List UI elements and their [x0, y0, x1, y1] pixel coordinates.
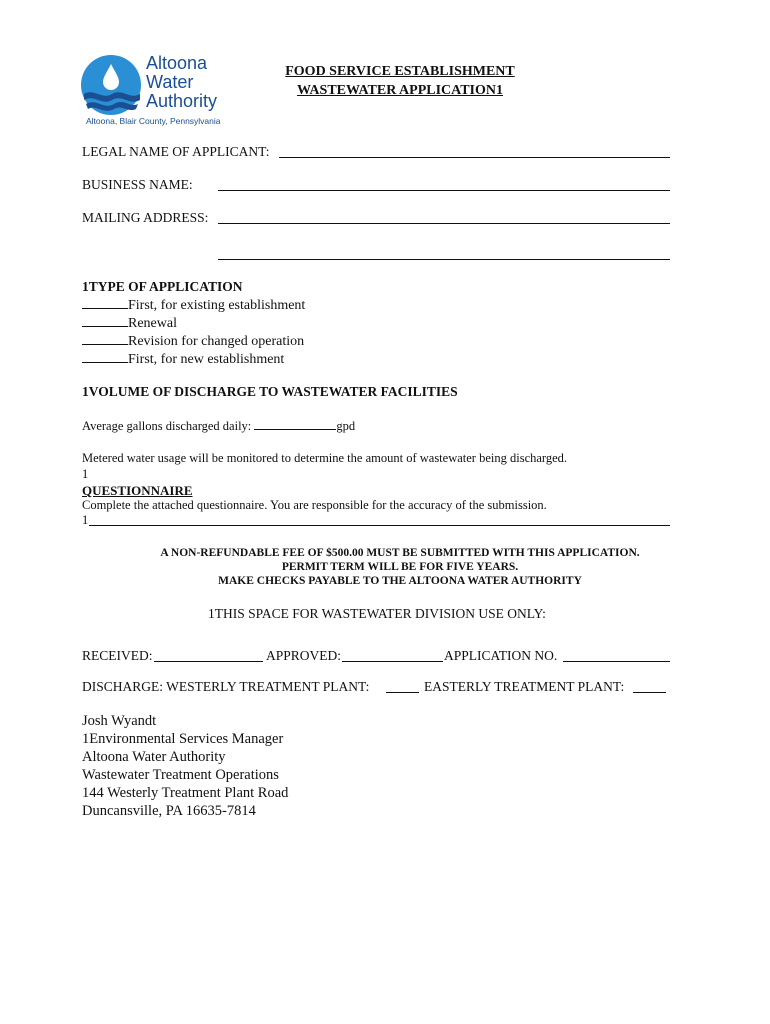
received-field[interactable]: [154, 661, 263, 662]
altoona-water-authority-logo: [80, 52, 240, 132]
form-title: [240, 62, 560, 100]
logo-line-1: Altoona: [146, 53, 208, 73]
checkbox-blank[interactable]: [82, 350, 128, 363]
type-option-revision[interactable]: [82, 332, 304, 351]
business-name-label: BUSINESS NAME:: [82, 177, 193, 192]
address-line: Josh Wyandt: [82, 713, 157, 729]
address-line: 1Environmental Services Manager: [82, 731, 284, 747]
divider-line: [89, 525, 670, 526]
type-of-application-heading: 1TYPE OF APPLICATION: [82, 279, 243, 294]
approved-label: APPROVED:: [266, 648, 342, 663]
type-option-existing[interactable]: [82, 296, 305, 315]
address-line: Wastewater Treatment Operations: [82, 767, 279, 783]
avg-gallons-label: Average gallons discharged daily:: [82, 419, 255, 433]
questionnaire-heading: QUESTIONNAIRE: [82, 483, 193, 498]
fee-line-3: MAKE CHECKS PAYABLE TO THE ALTOONA WATER AUTHORITY: [218, 575, 582, 587]
water-drop-icon: [80, 54, 142, 116]
mailing-address-field-line-2[interactable]: [218, 259, 670, 260]
address-line: Duncansville, PA 16635-7814: [82, 803, 256, 819]
type-option-label: Revision for changed operation: [128, 334, 305, 349]
type-option-label: First, for existing establishment: [128, 298, 306, 313]
questionnaire-text: Complete the attached questionnaire. You are responsible for the accuracy of the submission.: [82, 498, 547, 512]
business-name-field[interactable]: [218, 190, 670, 191]
form-title-line-2: WASTEWATER APPLICATION1: [296, 83, 504, 98]
checkbox-blank[interactable]: [82, 296, 128, 309]
logo-line-2: Water: [146, 72, 194, 92]
logo-caption: Altoona, Blair County, Pennsylvania: [86, 116, 221, 126]
metered-note: Metered water usage will be monitored to determine the amount of wastewater being discharged.: [82, 451, 568, 465]
address-line: 144 Westerly Treatment Plant Road: [82, 785, 289, 801]
type-option-new[interactable]: [82, 350, 284, 369]
mailing-address-field[interactable]: [218, 223, 670, 224]
easterly-field[interactable]: [633, 692, 666, 693]
mailing-address-label: MAILING ADDRESS:: [82, 210, 209, 225]
fee-line-1: A NON-REFUNDABLE FEE OF $500.00 MUST BE SUBMITTED WITH THIS APPLICATION.: [160, 547, 640, 559]
checkbox-blank[interactable]: [82, 332, 128, 345]
application-no-label: APPLICATION NO.: [444, 648, 558, 663]
logo-line-3: Authority: [146, 91, 218, 111]
received-label: RECEIVED:: [82, 648, 153, 663]
form-title-line-1: FOOD SERVICE ESTABLISHMENT: [285, 64, 515, 79]
fee-line-2: PERMIT TERM WILL BE FOR FIVE YEARS.: [281, 561, 519, 573]
approved-field[interactable]: [342, 661, 443, 662]
address-line: Altoona Water Authority: [82, 749, 226, 765]
type-option-label: Renewal: [128, 316, 177, 331]
office-use-heading: 1THIS SPACE FOR WASTEWATER DIVISION USE ONLY:: [208, 606, 546, 621]
volume-heading: 1VOLUME OF DISCHARGE TO WASTEWATER FACILITIES: [82, 384, 458, 399]
return-address-block: [82, 712, 288, 820]
legal-name-label: LEGAL NAME OF APPLICANT:: [82, 144, 270, 159]
questionnaire-number: 1: [82, 467, 89, 481]
fee-notice: [90, 546, 710, 588]
westerly-field[interactable]: [386, 692, 419, 693]
easterly-label: EASTERLY TREATMENT PLANT:: [424, 679, 625, 694]
type-option-renewal[interactable]: [82, 314, 177, 333]
questionnaire-line-prefix: 1: [82, 513, 89, 527]
logo-wordmark: [146, 54, 217, 111]
avg-gallons-field[interactable]: [254, 418, 336, 430]
avg-gallons-unit: gpd: [336, 419, 356, 433]
legal-name-field[interactable]: [279, 157, 670, 158]
application-no-field[interactable]: [563, 661, 670, 662]
type-option-label: First, for new establishment: [128, 352, 285, 367]
discharge-label: DISCHARGE: WESTERLY TREATMENT PLANT:: [82, 679, 370, 694]
avg-gallons-row: [82, 418, 355, 434]
checkbox-blank[interactable]: [82, 314, 128, 327]
